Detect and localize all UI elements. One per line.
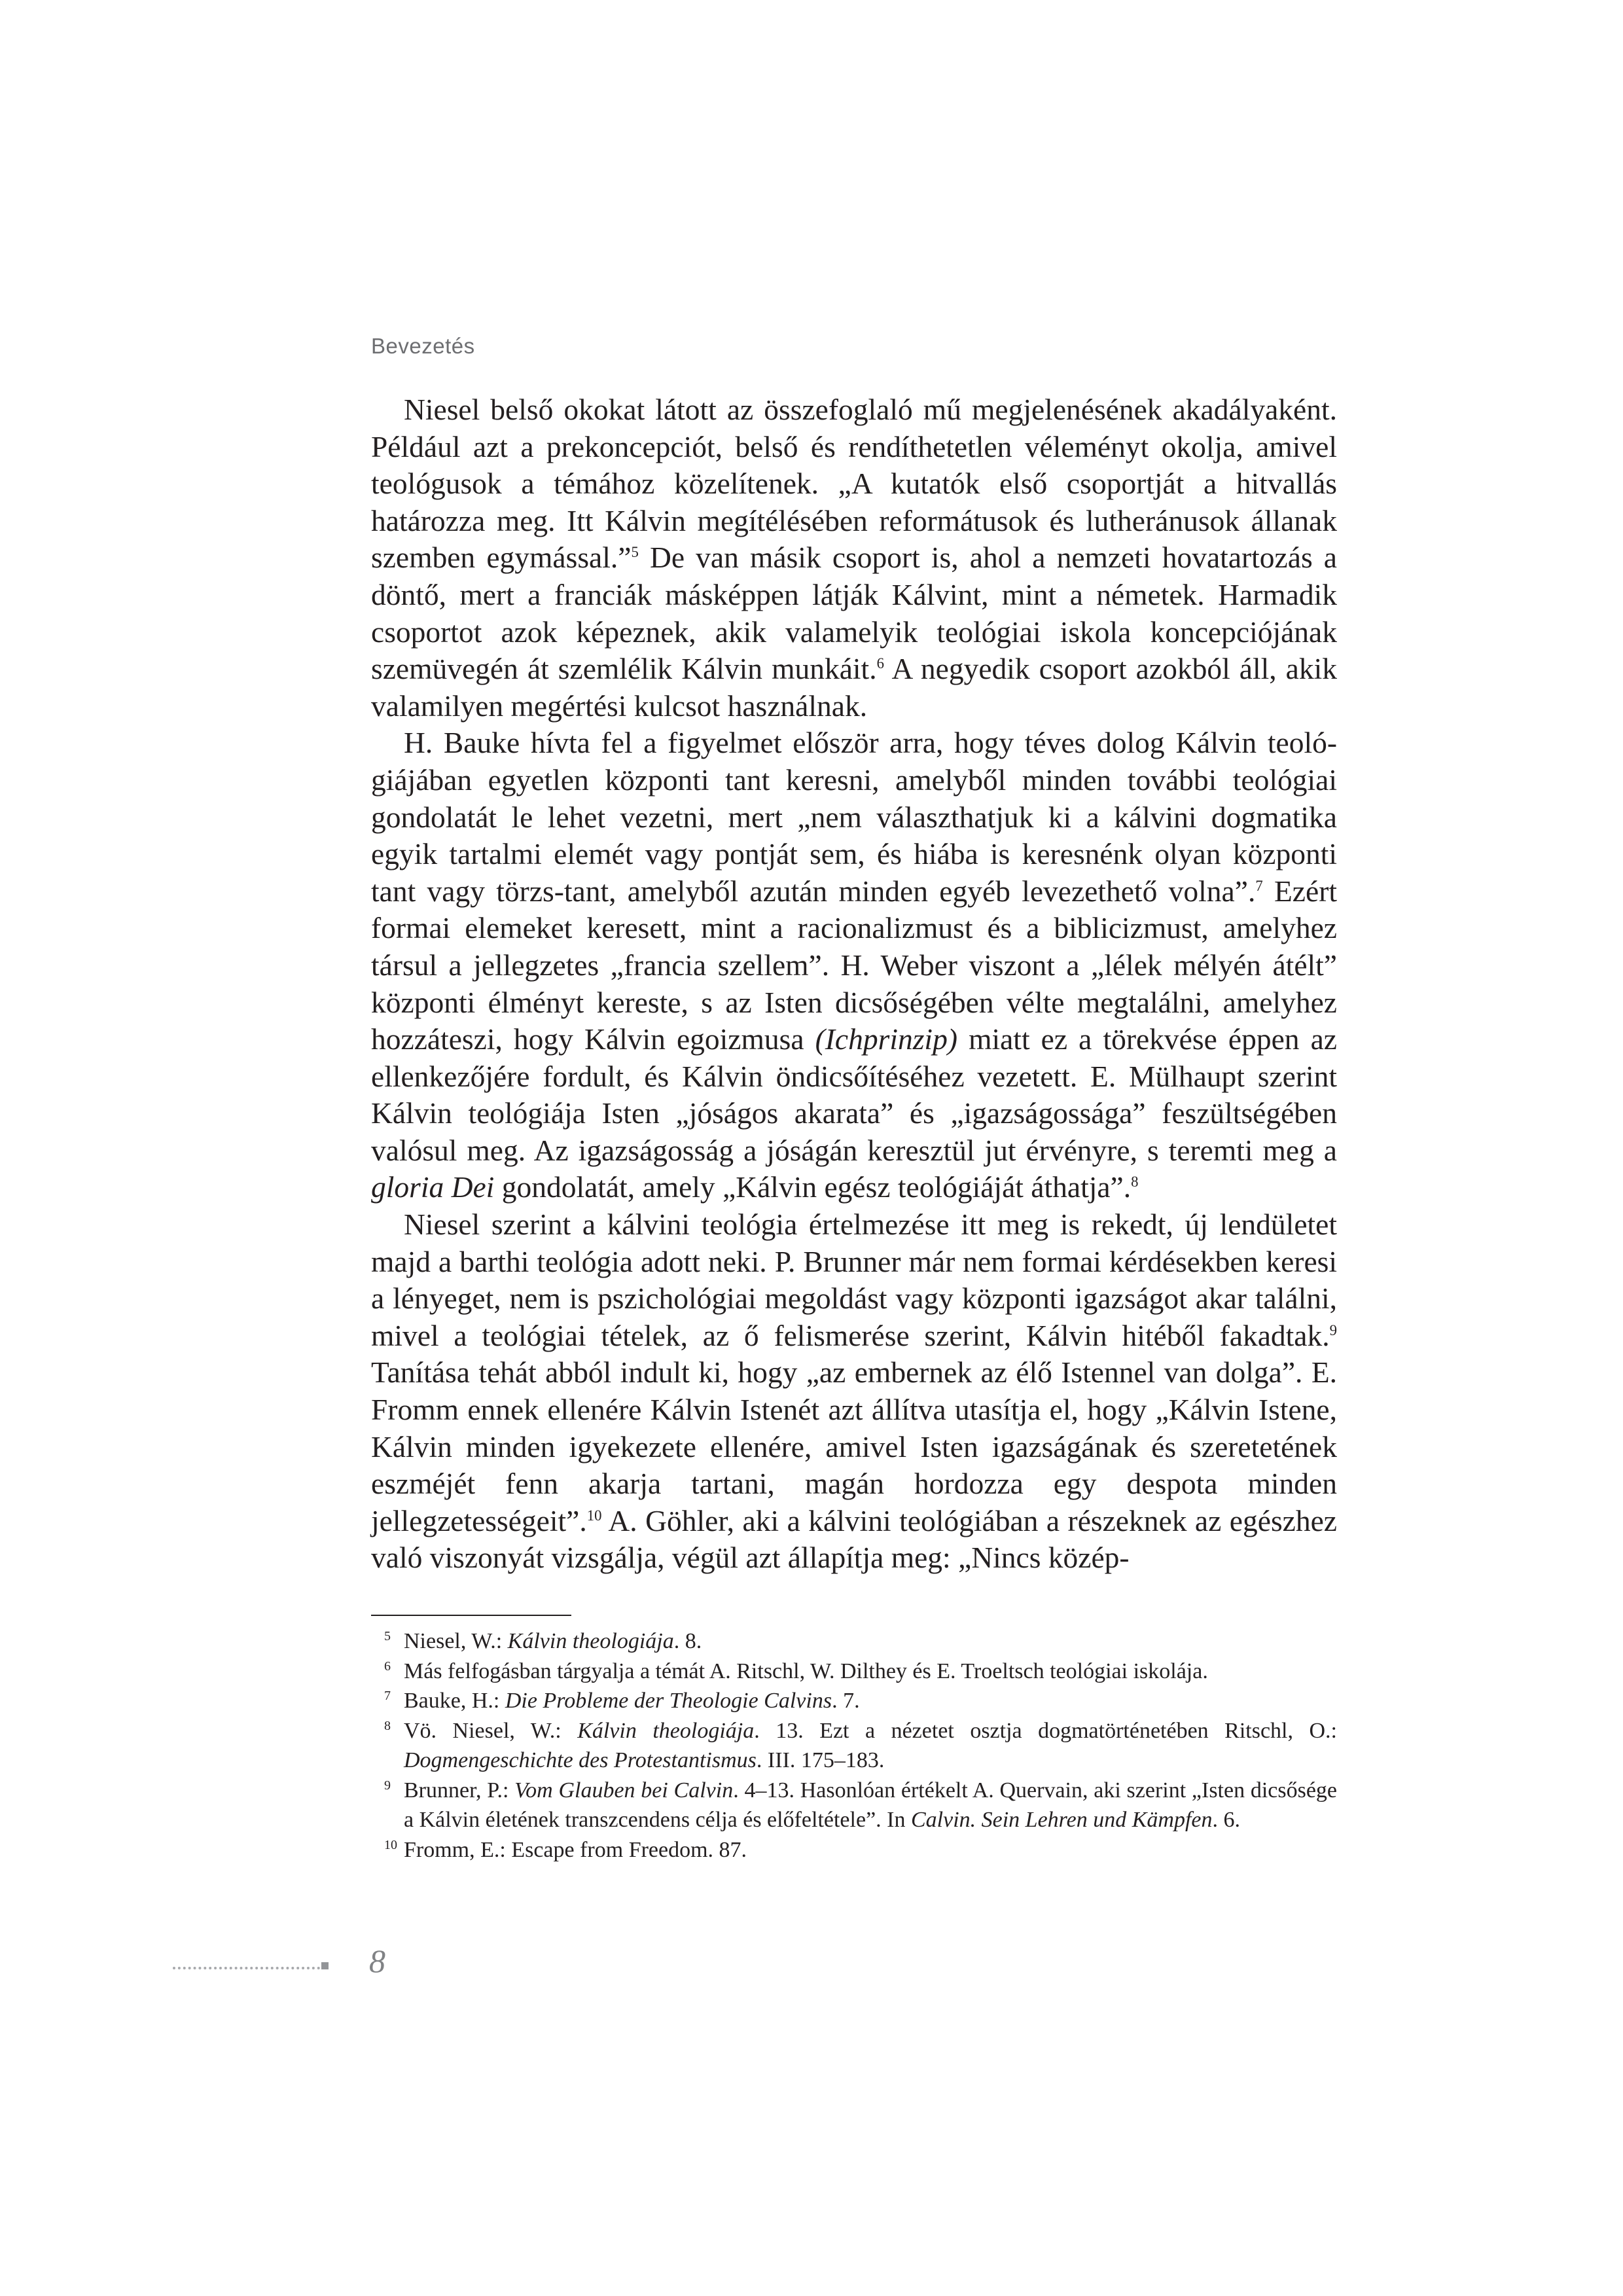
footnote-8: 8 Vö. Niesel, W.: Kálvin theologiája. 13. Ezt a nézetet osztja dogmatörténetében Ritschl, O.: Dogmengeschichte des Protestantismus. III. 175–183. [384, 1718, 1337, 1772]
footnote-ref-5: 5 [631, 544, 639, 561]
footnote-ref-10: 10 [586, 1507, 602, 1524]
footnote-separator [371, 1615, 571, 1616]
italic-term-ichprinzip: (Ichprinzip) [815, 1022, 957, 1056]
paragraph-3: Niesel szerint a kálvini teológia értelmezése itt meg is rekedt, új lendületet majd a barthi teológia adott neki. P. Brunner már nem formai kérdésekben keresi a lényeget, nem is pszichológiai megoldást vagy központi igazságot akar találni, mivel a teológiai tételek, az ő felismerése szerint, Kálvin hitéből fakadtak.$^9$ Tanítása tehát abból indult ki, hogy „az embernek az élő Istennel van dolga”. E. Fromm ennek ellenére Kálvin Istenét azt állítva utasítja el, hogy „Kálvin Istene, Kálvin minden igyekezete ellenére, amivel Isten igazságának és szeretetének eszméjét fenn akarja tartani, magán hordozza egy despota minden jellegzetességeit”.$^{10}$ A. Göhler, aki a kálvini teológiában a részeknek az egészhez való viszonyát vizsgálja, végül azt állapítja meg: „Nincs közép- [371, 1208, 1337, 1575]
paragraph-1: Niesel belső okokat látott az összefoglaló mű megjelenésének akadályaként. Például azt a prekoncepciót, belső és rendíthetetlen véleményt okolja, amivel teológusok a témához közelítenek. „A kutatók első csoportját a hitvallás határozza meg. Itt Kálvin megítélésében reformátusok és lutheránusok állanak szemben egymással.”$^5$ De van másik csoport is, ahol a nemzeti hovatartozás a döntő, mert a franciák másképpen látják Kálvint, mint a németek. Harmadik csoportot azok képeznek, akik valamelyik teológiai iskola koncepciójának szemüvegén át szemlélik Kálvin munkáit.$^6$ A negyedik csoport azokból áll, akik valamilyen megértési kulcsot használnak. [371, 393, 1337, 723]
footnote-7: 7 Bauke, H.: Die Probleme der Theologie Calvins. 7. [384, 1689, 860, 1713]
footnote-6: 6 Más felfogásban tárgyalja a témát A. Ritschl, W. Dilthey és E. Troeltsch teológiai iskolája. [384, 1659, 1208, 1683]
footnote-ref-7: 7 [1255, 877, 1263, 894]
page-number-square-marker [321, 1962, 329, 1969]
paragraph-2: H. Bauke hívta fel a figyelmet először arra, hogy téves dolog Kálvin teológiájában egyetlen központi tant keresni, amelyből minden további teológiai gondolatát le lehet vezetni, mert „nem választhatjuk ki a kálvini dogmatika egyik tartalmi elemét vagy pontját sem, és hiába is keresnénk olyan központi tant vagy törzs-tant, amelyből azután minden egyéb levezethető volna”.$^7$ Ezért formai elemeket keresett, mint a racionalizmust és a biblicizmust, amelyhez társul a jellegzetes „francia szellem”. H. Weber viszont a „lélek mélyén átélt” központi élményt kereste, s az Isten dicsőségében vélte megtalálni, amelyhez hozzáteszi, hogy Kálvin egoizmusa (Ichprinzip) miatt ez a törekvése éppen az ellenkezőjére fordult, és Kálvin öndicsőítéséhez vezetett. E. Mülhaupt szerint Kálvin teológiája Isten „jóságos akarata” és „igazságossága” feszültségében valósul meg. Az igazságosság a jóságán keresztül jut érvényre, s teremti meg a gloria Dei gondolatát, amely „Kálvin egész teológiáját áthatja”.$^8$ [371, 726, 1337, 1204]
footnote-ref-8: 8 [1131, 1174, 1139, 1191]
footnote-5: 5 Niesel, W.: Kálvin theologiája. 8. [384, 1629, 702, 1653]
body-text [371, 391, 1337, 1577]
footnote-ref-9: 9 [1329, 1321, 1337, 1338]
footnote-ref-6: 6 [876, 655, 884, 672]
page-number-dotted-leader [173, 1967, 320, 1969]
page-number: 8 [369, 1943, 385, 1979]
footnotes [371, 1626, 1337, 1865]
running-header: Bevezetés [371, 334, 475, 358]
footnote-10: 10 Fromm, E.: Escape from Freedom. 87. [384, 1837, 747, 1862]
footnote-9: 9 Brunner, P.: Vom Glauben bei Calvin. 4–13. Hasonlóan értékelt A. Quervain, aki szerint „Isten dicsősége a Kálvin életének transzcendens célja és előfeltétele”. In Calvin. Sein Lehren und Kämpfen. 6. [384, 1778, 1338, 1832]
italic-term-gloria-dei: gloria Dei [371, 1170, 495, 1204]
